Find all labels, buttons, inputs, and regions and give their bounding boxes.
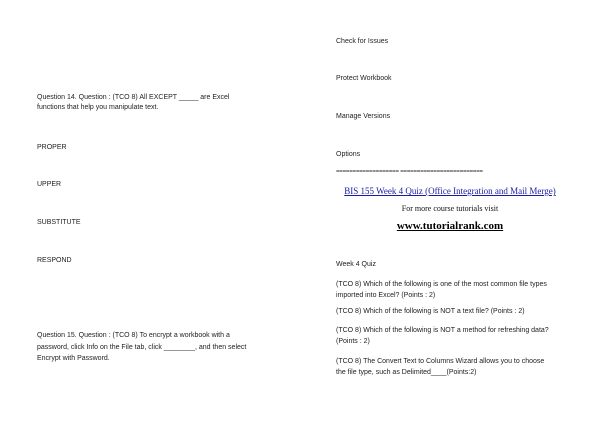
quiz-question-3-line1: (TCO 8) Which of the following is NOT a method for refreshing data? bbox=[336, 327, 549, 334]
q14-option-proper: PROPER bbox=[37, 144, 67, 151]
course-link[interactable] bbox=[330, 186, 570, 197]
more-tutorials-text: For more course tutorials visit bbox=[401, 204, 499, 213]
question-14-title-line2: functions that help you manipulate text. bbox=[37, 104, 159, 111]
quiz-question-4-line2: the file type, such as Delimited____(Points:2) bbox=[336, 369, 477, 376]
site-link[interactable] bbox=[330, 221, 570, 232]
q14-option-upper: UPPER bbox=[37, 181, 62, 188]
q14-option-substitute: SUBSTITUTE bbox=[37, 219, 81, 226]
option-protect-workbook: Protect Workbook bbox=[336, 75, 392, 82]
option-check-for-issues: Check for Issues bbox=[336, 38, 389, 45]
quiz-question-1-line2: imported into Excel? (Points : 2) bbox=[336, 292, 436, 299]
question-15-line1: Question 15. Question : (TCO 8) To encrypt a workbook with a bbox=[37, 332, 230, 339]
option-options: Options bbox=[336, 151, 361, 158]
course-link-text[interactable]: BIS 155 Week 4 Quiz (Office Integration and Mail Merge) bbox=[344, 186, 556, 196]
question-15-line3: Encrypt with Password. bbox=[37, 355, 110, 362]
quiz-question-3-line2: (Points : 2) bbox=[336, 338, 370, 345]
site-link-text[interactable]: www.tutorialrank.com bbox=[396, 220, 504, 232]
question-15-line2: password, click Info on the File tab, click ________, and then select bbox=[37, 344, 247, 351]
quiz-question-4-line1: (TCO 8) The Convert Text to Columns Wizard allows you to choose bbox=[336, 358, 545, 365]
quiz-question-1-line1: (TCO 8) Which of the following is one of the most common file types bbox=[336, 281, 547, 288]
separator-line: =================== ========================= bbox=[336, 169, 483, 175]
q14-option-respond: RESPOND bbox=[37, 257, 72, 264]
week-quiz-title: Week 4 Quiz bbox=[336, 261, 376, 268]
quiz-question-2-line1: (TCO 8) Which of the following is NOT a text file? (Points : 2) bbox=[336, 308, 525, 315]
question-14-title-line1: Question 14. Question : (TCO 8) All EXCEPT _____ are Excel bbox=[37, 94, 230, 101]
option-manage-versions: Manage Versions bbox=[336, 113, 391, 120]
